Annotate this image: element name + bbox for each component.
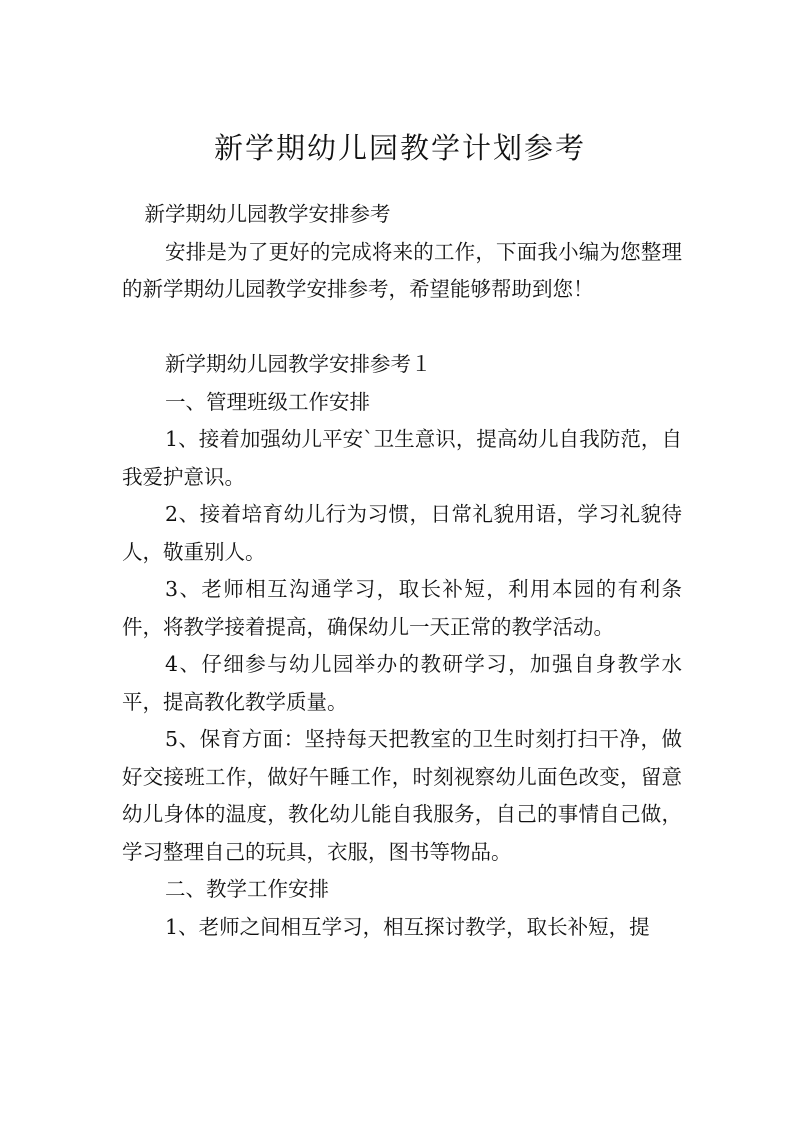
document-title: 新学期幼儿园教学计划参考 <box>213 131 586 165</box>
teaching-item-1: 1、老师之间相互学习，相互探讨教学，取长补短，提 <box>165 914 650 939</box>
section-title: 新学期幼儿园教学安排参考１ <box>165 352 432 376</box>
heading-management: 一、管理班级工作安排 <box>165 389 371 414</box>
management-item-5: 5、保育方面：坚持每天把教室的卫生时刻打扫干净，做好交接班工作，做好午睡工作，时刻视察幼儿面色改变，留意幼儿身体的温度，教化幼儿能自我服务，自己的事情自己做，学习整理自己的玩具，衣服，图书等物品。 <box>122 727 682 864</box>
document-subtitle: 新学期幼儿园教学安排参考 <box>144 202 391 226</box>
document-body <box>122 196 682 946</box>
intro-paragraph: 安排是为了更好的完成将来的工作，下面我小编为您整理的新学期幼儿园教学安排参考，希望能够帮助到您！ <box>122 239 682 301</box>
management-item-3: 3、老师相互沟通学习，取长补短，利用本园的有利条件，将教学接着提高，确保幼儿一天正常的教学活动。 <box>122 577 682 639</box>
paragraph-spacer <box>122 309 682 347</box>
management-item-2: 2、接着培育幼儿行为习惯，日常礼貌用语，学习礼貌待人，敬重别人。 <box>122 502 682 564</box>
management-item-1: 1、接着加强幼儿平安`卫生意识，提高幼儿自我防范，自我爱护意识。 <box>122 427 682 489</box>
management-item-4: 4、仔细参与幼儿园举办的教研学习，加强自身教学水平，提高教化教学质量。 <box>122 652 682 714</box>
heading-teaching: 二、教学工作安排 <box>165 877 330 901</box>
